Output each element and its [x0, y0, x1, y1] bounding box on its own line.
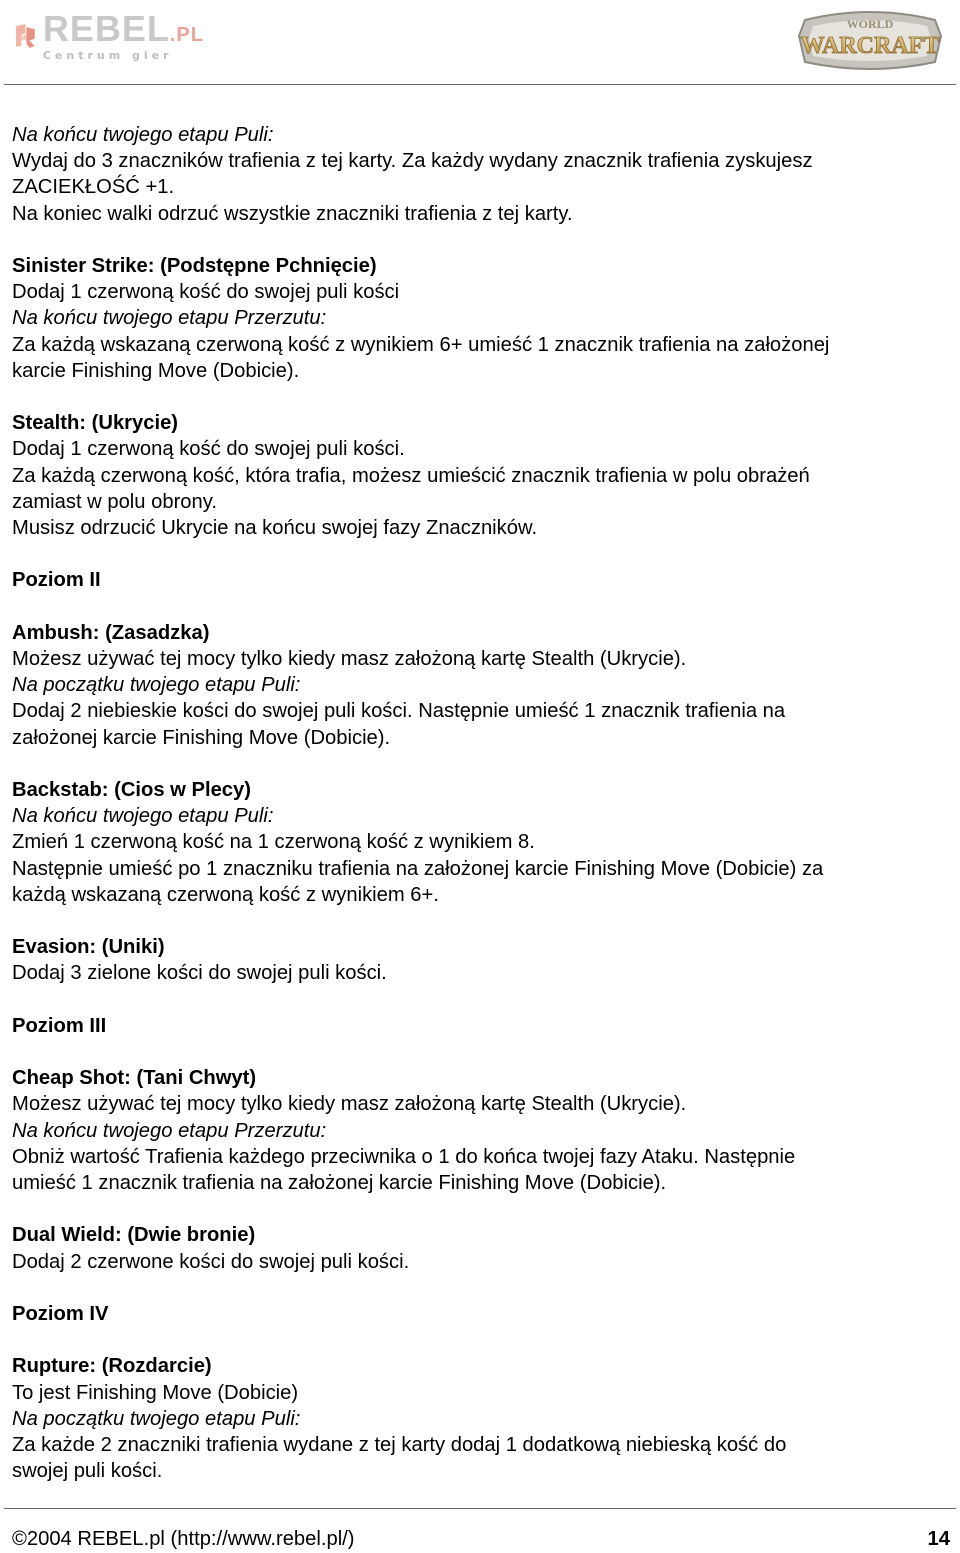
section-heading: Poziom IV [12, 1302, 109, 1325]
rebel-logo [14, 8, 204, 64]
blank-line [12, 987, 948, 1013]
blank-line [12, 1275, 948, 1301]
phase-label: Na początku twojego etapu Puli: [12, 1407, 301, 1430]
phase-label: Na końcu twojego etapu Puli: [12, 805, 274, 828]
header-divider [4, 84, 956, 85]
phase-label: Na końcu twojego etapu Przerzutu: [12, 307, 327, 330]
blank-line [12, 594, 948, 620]
page-header [0, 0, 960, 86]
body-text-line: ZACIEKŁOŚĆ +1. [12, 176, 175, 199]
body-text-line: karcie Finishing Move (Dobicie). [12, 359, 300, 382]
body-text-line: założonej karcie Finishing Move (Dobicie). [12, 726, 391, 749]
body-text-line: Dodaj 2 czerwone kości do swojej puli kości. [12, 1250, 410, 1273]
blank-line [12, 751, 948, 777]
world-of-warcraft-logo [795, 6, 945, 74]
section-heading: Cheap Shot: (Tani Chwyt) [12, 1067, 257, 1090]
body-text-line: swojej puli kości. [12, 1460, 163, 1483]
section-heading: Sinister Strike: (Podstępne Pchnięcie) [12, 255, 377, 277]
section-heading: Dual Wield: (Dwie bronie) [12, 1224, 256, 1247]
body-text-line: Możesz używać tej mocy tylko kiedy masz założoną kartę Stealth (Ukrycie). [12, 1093, 687, 1116]
section-heading: Rupture: (Rozdarcie) [12, 1355, 212, 1378]
body-text-line: Musisz odrzucić Ukrycie na końcu swojej fazy Znaczników. [12, 517, 538, 540]
rebel-logo-domain: .PL [169, 24, 204, 46]
body-text-line: Możesz używać tej mocy tylko kiedy masz założoną kartę Stealth (Ukrycie). [12, 648, 687, 670]
footer-divider [4, 1508, 956, 1509]
section-heading: Evasion: (Uniki) [12, 936, 165, 959]
blank-line [12, 227, 948, 253]
body-text-line: Dodaj 1 czerwoną kość do swojej puli kości. [12, 438, 405, 461]
blank-line [12, 1039, 948, 1065]
blank-line [12, 908, 948, 934]
body-text-line: Zmień 1 czerwoną kość na 1 czerwoną kość z wynikiem 8. [12, 831, 535, 854]
section-heading: Backstab: (Cios w Plecy) [12, 779, 251, 801]
body-text-line: Obniż wartość Trafienia każdego przeciwnika o 1 do końca twojej fazy Ataku. Następnie [12, 1145, 796, 1168]
rebel-logo-name: REBEL [42, 8, 170, 49]
page-number: 14 [927, 1528, 950, 1550]
document-body [12, 122, 948, 1484]
blank-line [12, 1327, 948, 1353]
body-text-line: To jest Finishing Move (Dobicie) [12, 1381, 299, 1404]
section-heading: Stealth: (Ukrycie) [12, 412, 179, 435]
section-heading: Poziom III [12, 1014, 107, 1037]
blank-line [12, 1196, 948, 1222]
rebel-logo-icon [14, 11, 37, 61]
body-text-line: Następnie umieść po 1 znaczniku trafienia na założonej karcie Finishing Move (Dobicie) za [12, 857, 824, 880]
wow-logo-top: WORLD [846, 17, 894, 31]
phase-label: Na początku twojego etapu Puli: [12, 674, 301, 697]
body-text-line: każdą wskazaną czerwoną kość z wynikiem 6+. [12, 883, 439, 906]
body-text-line: Za każde 2 znaczniki trafienia wydane z tej karty dodaj 1 dodatkową niebieską kość do [12, 1433, 787, 1456]
wow-logo-bottom: WARCRAFT [800, 33, 940, 59]
phase-label: Na końcu twojego etapu Puli: [12, 124, 274, 146]
body-text-line: Za każdą czerwoną kość, która trafia, możesz umieścić znacznik trafienia w polu obrażeń [12, 464, 810, 487]
rebel-logo-subtitle: Centrum gier [42, 49, 173, 62]
blank-line [12, 384, 948, 410]
body-text-line: Dodaj 1 czerwoną kość do swojej puli kości [12, 281, 400, 304]
body-text-line: Za każdą wskazaną czerwoną kość z wynikiem 6+ umieść 1 znacznik trafienia na założonej [12, 333, 830, 356]
body-text-line: Wydaj do 3 znaczników trafienia z tej karty. Za każdy wydany znacznik trafienia zyskujesz [12, 150, 813, 173]
phase-label: Na końcu twojego etapu Przerzutu: [12, 1119, 327, 1142]
body-text-line: Dodaj 2 niebieskie kości do swojej puli kości. Następnie umieść 1 znacznik trafienia na [12, 700, 786, 723]
section-heading: Ambush: (Zasadzka) [12, 621, 210, 644]
body-text-line: zamiast w polu obrony. [12, 490, 217, 513]
body-text-line: umieść 1 znacznik trafienia na założonej karcie Finishing Move (Dobicie). [12, 1172, 667, 1194]
section-heading: Poziom II [12, 569, 101, 592]
copyright-text: ©2004 REBEL.pl (http://www.rebel.pl/) [12, 1528, 355, 1550]
body-text-line: Dodaj 3 zielone kości do swojej puli kości. [12, 962, 387, 985]
body-text-line: Na koniec walki odrzuć wszystkie znaczniki trafienia z tej karty. [12, 202, 573, 225]
blank-line [12, 541, 948, 567]
